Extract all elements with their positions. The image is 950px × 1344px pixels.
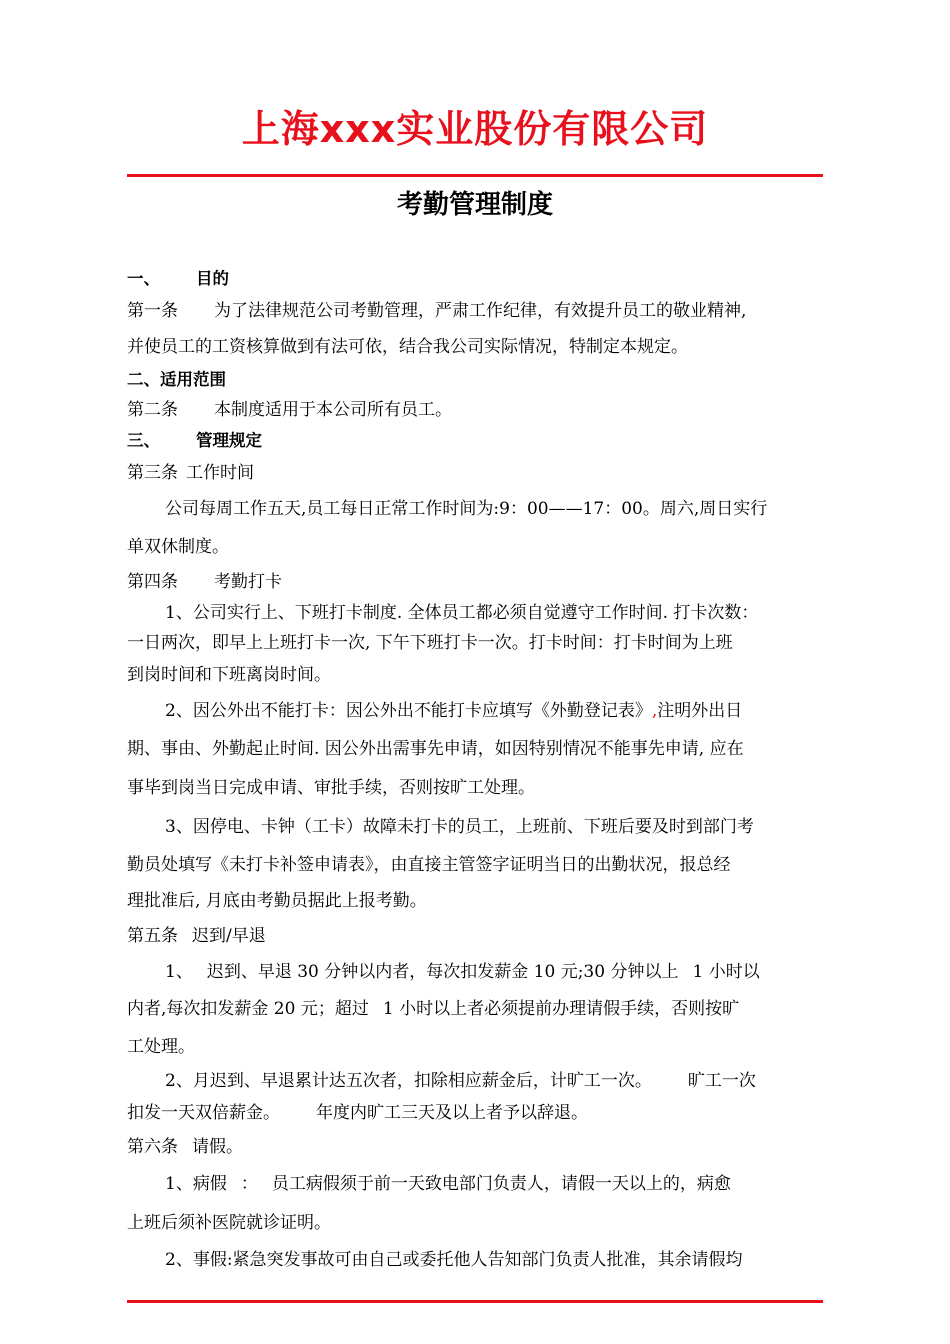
article-label: 第二条 — [127, 400, 178, 420]
document-title: 考勤管理制度 — [396, 190, 553, 220]
section-heading-scope: 二、适用范围 — [127, 370, 226, 389]
article-title: 迟到/早退 — [192, 926, 266, 946]
article-4-heading — [127, 566, 823, 598]
paragraph-text: 1 小时以上者必须提前办理请假手续，否则按旷 — [382, 999, 740, 1019]
article-label: 第一条 — [127, 301, 178, 321]
article-5-p1-line-2 — [127, 990, 823, 1028]
article-label: 第五条 — [127, 926, 178, 946]
article-label: 第三条 — [127, 463, 178, 483]
company-name: 上海xxx实业股份有限公司 — [241, 107, 709, 151]
paragraph-text: 迟到、早退 30 分钟以内者，每次扣发薪金 10 元;30 分钟以上 — [206, 962, 679, 982]
article-6-p2-line-1: 2、事假:紧急突发事故可由自己或委托他人告知部门负责人批准，其余请假均 — [165, 1250, 743, 1270]
article-5-heading — [127, 918, 823, 954]
section-number: 三、 — [127, 431, 160, 450]
article-label: 第四条 — [127, 572, 178, 592]
article-3-line-2: 单双休制度。 — [127, 537, 229, 557]
article-4-p2-line-2: 期、事由、外勤起止时间. 因公外出需事先申请，如因特别情况不能事先申请, 应在 — [127, 739, 744, 759]
paragraph-text: 2、月迟到、早退累计达五次者，扣除相应薪金后，计旷工一次。 — [165, 1071, 652, 1091]
article-title: 工作时间 — [186, 463, 254, 483]
article-1-line-2: 并使员工的工资核算做到有法可依，结合我公司实际情况，特制定本规定。 — [127, 337, 688, 357]
article-4-p1-line-1: 1、公司实行上、下班打卡制度. 全体员工都必须自觉遵守工作时间. 打卡次数： — [165, 603, 759, 623]
article-4-p3-line-2: 勤员处填写《未打卡补签申请表》，由直接主管签字证明当日的出勤状况，报总经 — [127, 855, 731, 875]
section-title: 目的 — [196, 269, 229, 288]
paragraph-text: 员工病假须于前一天致电部门负责人，请假一天以上的，病愈 — [271, 1174, 731, 1194]
article-5-p2-line-1 — [127, 1066, 823, 1096]
paragraph-text: 内者,每次扣发薪金 20 元；超过 — [127, 999, 369, 1019]
paragraph-text: ： — [240, 1174, 258, 1194]
paragraph-text: 1 小时以 — [692, 962, 760, 982]
article-6-p1-line-2: 上班后须补医院就诊证明。 — [127, 1213, 331, 1233]
article-4-p3-line-1: 3、因停电、卡钟（工卡）故障未打卡的员工，上班前、下班后要及时到部门考 — [165, 817, 754, 837]
article-title: 考勤打卡 — [214, 572, 282, 592]
article-text: 本制度适用于本公司所有员工。 — [214, 400, 452, 420]
article-4-p1-line-3: 到岗时间和下班离岗时间。 — [127, 665, 331, 685]
section-heading-purpose — [127, 264, 823, 294]
paragraph-text: 年度内旷工三天及以上者予以辞退。 — [316, 1103, 588, 1123]
paragraph-text: 旷工一次 — [687, 1071, 756, 1091]
article-1-line-1 — [127, 294, 823, 328]
article-3-heading — [127, 456, 823, 490]
article-2 — [127, 394, 823, 426]
paragraph-text: 扣发一天双倍薪金。 — [127, 1103, 280, 1123]
section-number: 一、 — [127, 269, 160, 288]
article-4-p1-line-2: 一日两次，即早上上班打卡一次, 下午下班打卡一次。打卡时间：打卡时间为上班 — [127, 633, 733, 653]
paragraph-text: 2、因公外出不能打卡：因公外出不能打卡应填写《外勤登记表》 — [165, 701, 652, 721]
section-heading-rules — [127, 426, 823, 456]
red-comma: , — [651, 701, 658, 721]
article-4-p2-line-1 — [127, 692, 823, 730]
paragraph-text: 注明外出日 — [657, 701, 743, 721]
document-body — [127, 264, 823, 1278]
header-divider — [127, 174, 823, 177]
article-label: 第六条 — [127, 1137, 178, 1157]
paragraph-text: 1、病假 — [165, 1174, 227, 1194]
article-4-p3-line-3: 理批准后, 月底由考勤员据此上报考勤。 — [127, 891, 427, 911]
article-5-p1-line-1 — [127, 954, 823, 990]
article-5-p2-line-2 — [127, 1096, 823, 1130]
article-6-p1-line-1 — [127, 1164, 823, 1204]
article-4-p2-line-3: 事毕到岗当日完成申请、审批手续，否则按旷工处理。 — [127, 778, 535, 798]
footer-divider — [127, 1300, 823, 1303]
article-5-p1-line-3: 工处理。 — [127, 1037, 195, 1057]
paragraph-text: 1、 — [165, 962, 193, 982]
article-6-heading — [127, 1130, 823, 1164]
article-title: 请假。 — [192, 1137, 243, 1157]
article-3-line-1: 公司每周工作五天,员工每日正常工作时间为:9：00——17：00。周六,周日实行 — [165, 499, 768, 519]
section-title: 管理规定 — [196, 431, 262, 450]
article-text: 为了法律规范公司考勤管理，严肃工作纪律，有效提升员工的敬业精神, — [214, 301, 747, 321]
